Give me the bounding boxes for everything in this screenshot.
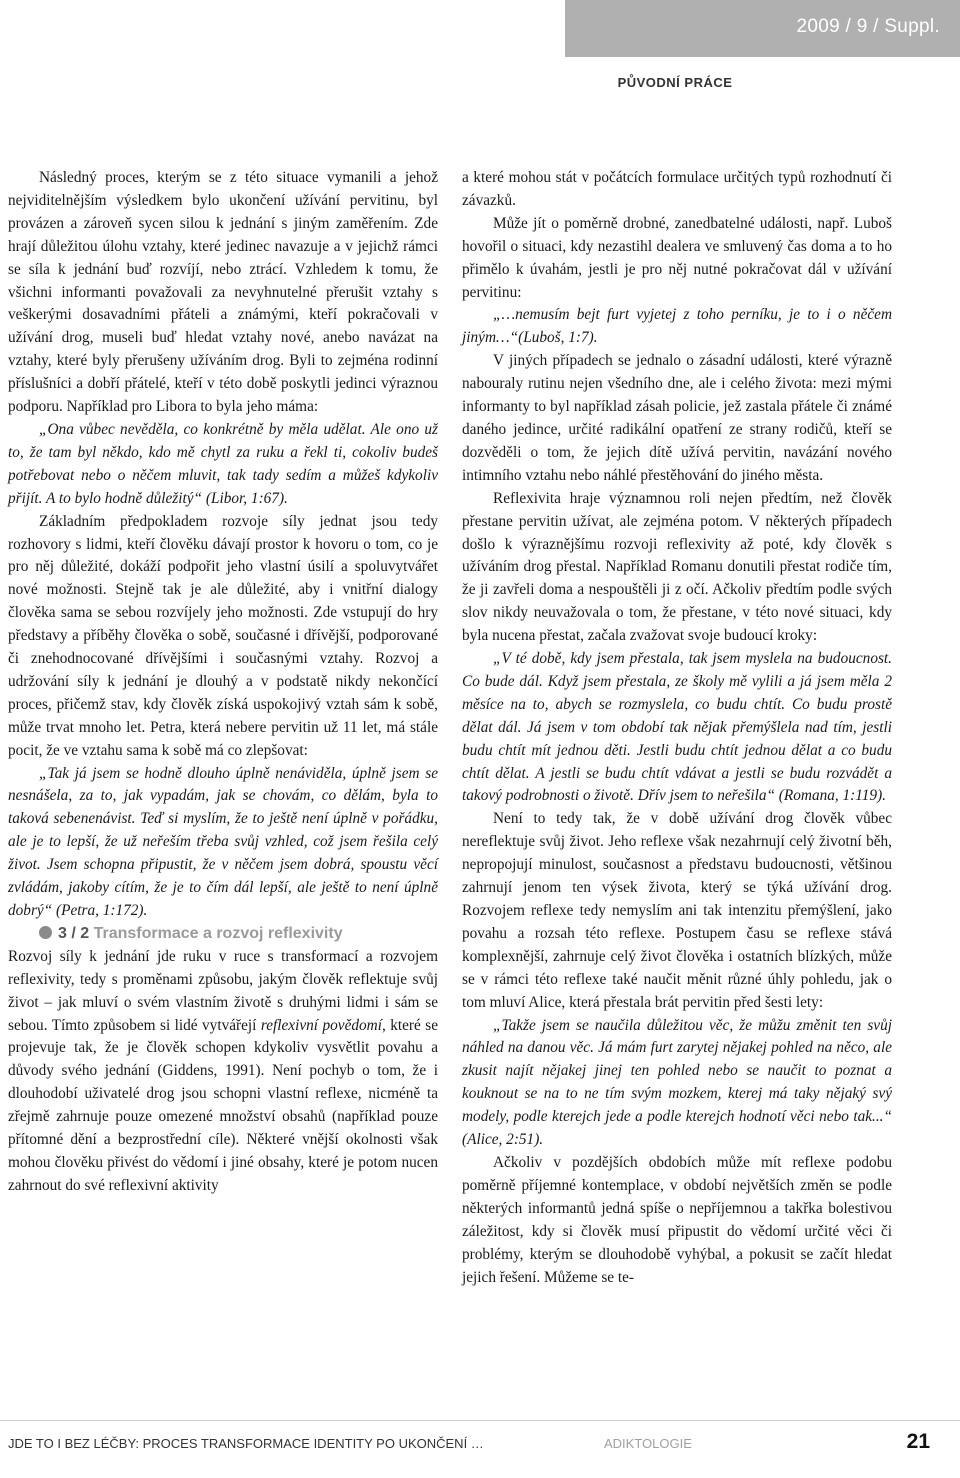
quote: „Tak já jsem se hodně dlouho úplně nenáviděla, úplně jsem se nesnášela, za to, jak vypadám, jak se chovám, co dělám, byla to taková sebenenávist. Teď si myslím, že to ještě není úplně v pořádku, ale je to lepší, že už neřeším třeba svůj vzhled, což jsem řešila celý život. Jsem schopna připustit, že v něčem jsem dobrá, spoustu věcí zvládám, jakoby cítím, že je to čím dál lepší, ale ještě to není úplně dobrý“ (Petra, 1:172). <box>8 764 438 919</box>
paragraph: Následný proces, kterým se z této situace vymanili a jehož nejviditelnějším výsledkem bylo ukončení užívání pervitinu, byl provázen a zároveň sycen silou k jednání s jiným zaměřením. Zde hrají důležitou úlohu vztahy, které jedinec navazuje a v jejichž rámci se síla k jednání buď rozvíjí, nebo ztrácí. Vzhledem k tomu, že všichni informanti považovali za nevyhnutelné přerušit vztahy s veškerými dosavadními přáteli a známými, kteří pokračovali v užívání drog, museli buď hledat vztahy nové, anebo navázat na vztahy, které byly přerušeny užíváním drog. Byli to zejména rodinní příslušníci a dobří přátelé, kteří v této době poskytli jedinci výraznou podporu. Například pro Libora to byla jeho máma: <box>8 169 438 416</box>
page-number: 21 <box>906 1430 930 1453</box>
section-label: PŮVODNÍ PRÁCE <box>617 75 733 90</box>
footer-divider <box>0 1420 960 1421</box>
right-column <box>462 167 892 1289</box>
page-footer <box>0 1420 960 1478</box>
paragraph <box>8 946 438 1198</box>
section-heading <box>8 923 438 946</box>
journal-name: ADIKTOLOGIE <box>604 1436 692 1451</box>
quote: „Ona vůbec nevěděla, co konkrétně by měla udělat. Ale ono už to, že tam byl někdo, kdo mě chytl za ruku a řekl ti, cokoliv budeš potřebovat nebo o něčem mluvit, tak tady sedím a můžeš kdykoliv přijít. A to bylo hodně důležitý“ (Libor, 1:67). <box>8 420 438 507</box>
running-title: JDE TO I BEZ LÉČBY: PROCES TRANSFORMACE IDENTITY PO UKONČENÍ … <box>8 1436 484 1451</box>
quote: „Takže jsem se naučila důležitou věc, že můžu změnit ten svůj náhled na danou věc. Já mám furt zarytej nějakej pohled na něco, ale zkusit najít nějakej jinej ten pohled nebo se naučit to poznat a kouknout se na to ne tím svým mozkem, kterej má taky nějaký svý modely, podle kterejch jede a podle kterejch hodnotí věci nebo tak...“ (Alice, 2:51). <box>462 1016 892 1149</box>
paragraph-text: Rozvoj síly k jednání jde ruku v ruce s transformací a rozvojem reflexivity, tedy s proměnami způsobu, jakým člověk reflektuje svůj život – jak mluví o svém vlastním životě s druhými lidmi i sám se sebou. Tímto způsobem si lidé vytvářejí <box>8 947 438 1034</box>
paragraph: a které mohou stát v počátcích formulace určitých typů rozhodnutí či závazků. <box>462 169 892 209</box>
left-column <box>8 167 438 1198</box>
paragraph: Může jít o poměrně drobné, zanedbatelné události, např. Luboš hovořil o situaci, kdy nezastihl dealera ve smluvený čas doma a to ho přimělo k úvahám, jestli je pro něj nutné pokračovat dál v užívání pervitinu: <box>462 214 892 301</box>
section-number: 3 / 2 <box>58 924 90 942</box>
paragraph: Reflexivita hraje významnou roli nejen předtím, než člověk přestane pervitin užívat, ale zejména potom. V některých případech došlo k výraznějšímu rozvoji reflexivity až poté, kdy člověk s užíváním drog přestal. Například Romanu donutili přestat rodiče tím, že ji zavřeli doma a nespouštěli ji z očí. Ačkoliv předtím podle svých slov nikdy neuvažovala o tom, že přestane, v této nové situaci, kdy byla nucena přestat, začala zvažovat svoje budoucí kroky: <box>462 489 892 645</box>
emphasis-term: reflexivní povědomí <box>260 1016 382 1034</box>
section-title: Transformace a rozvoj reflexivity <box>93 924 343 942</box>
paragraph: V jiných případech se jednalo o zásadní události, které výrazně nabouraly rutinu nejen všedního dne, ale i celého života: mezi mými informanty to byl například zásah policie, jež zastala přátele či známé daného jedince, určité radikální opatření ze strany rodičů, kteří se dozvěděli o tom, že jejich dítě užívá pervitin, navázání nového intimního vztahu nebo náhlé přestěhování do jiného města. <box>462 352 892 484</box>
quote: „V té době, kdy jsem přestala, tak jsem myslela na budoucnost. Co bude dál. Když jsem přestala, ze školy mě vylili a já jsem měla 2 měsíce na to, abych se rozmyslela, co budu chtít. Co budu prostě dělat dál. Já jsem v tom období tak nějak přemýšlela nad tím, jestli budu chtít mít jednou děti. Jestli budu chtít jednou dělat a co budu chtít dělat. A jestli se budu chtít vdávat a jestli se budu rozvádět a takový podrobnosti o životě. Dřív jsem to neřešila“ (Romana, 1:119). <box>462 650 892 805</box>
paragraph: Není to tedy tak, že v době užívání drog člověk vůbec nereflektuje svůj život. Jeho reflexe však nezahrnují celý životní běh, nepropojují minulost, současnost a představu budoucnosti, většinou zahrnují jenom ten výsek života, který se týká užívání drog. Rozvojem reflexe tedy nemyslím ani tak intenzitu přemýšlení, jako povahu a rozsah této reflexe. Postupem času se reflexe stává komplexnější, zahrnuje celý život člověka i ostatních blízkých, může se v rámci této reflexe také naučit měnit různé úhly pohledu, jak o tom mluví Alice, která přestala brát pervitin před šesti lety: <box>462 810 892 1011</box>
paragraph: Ačkoliv v pozdějších obdobích může mít reflexe podobu poměrně příjemné kontemplace, v období největších změn se podle některých informantů jedná spíše o nepříjemnou a takřka bolestivou záležitost, kdy si člověk musí připustit do vědomí určité věci či problémy, kterým se dlouhodobě vyhýbal, a pokusit se začít hledat jejich řešení. Můžeme se te- <box>462 1153 892 1286</box>
issue-header-bar <box>565 0 960 57</box>
paragraph-text: , které se projevuje tak, že je člověk schopen kdykoliv vysvětlit povahu a důvody svého jednání (Giddens, 1991). Není pochyb o tom, že i dlouhodobí uživatelé drog jsou schopni vlastní reflexe, nicméně ta zřejmě zahrnuje pouze omezené množství obsahů (například pouze přítomné dění a bezprostřední cíle). Některé vnější okolnosti však mohou člověku přivést do vědomí i jiné obsahy, které je potom nucen zahrnout do své reflexivní aktivity <box>8 1016 438 1194</box>
paragraph: Základním předpokladem rozvoje síly jednat jsou tedy rozhovory s lidmi, kteří člověku dávají prostor k hovoru o tom, co je pro něj důležité, dokáží podpořit jeho vlastní úsilí a spoluvytvářet nové možnosti. Stejně tak je ale důležité, aby i vnitřní dialogy člověka sama se sebou rozvíjely jeho možnosti. Zde vstupují do hry představy a příběhy člověka o sobě, současné i dřívější, podporované či znehodnocované dřívějšími i současnými vztahy. Rozvoj a udržování síly k jednání je dlouhý a v podstatě nikdy nekončící proces, přičemž stav, kdy člověk získá uspokojivý vztah sám k sobě, může trvat mnoho let. Petra, která nebere pervitin už 11 let, má stále pocit, že ve vztahu sama k sobě má co zlepšovat: <box>8 512 438 759</box>
quote: „…nemusím bejt furt vyjetej z toho perníku, je to i o něčem jiným…“(Luboš, 1:7). <box>462 306 892 347</box>
bullet-icon <box>39 926 52 939</box>
issue-number: 2009 / 9 / Suppl. <box>796 16 940 37</box>
